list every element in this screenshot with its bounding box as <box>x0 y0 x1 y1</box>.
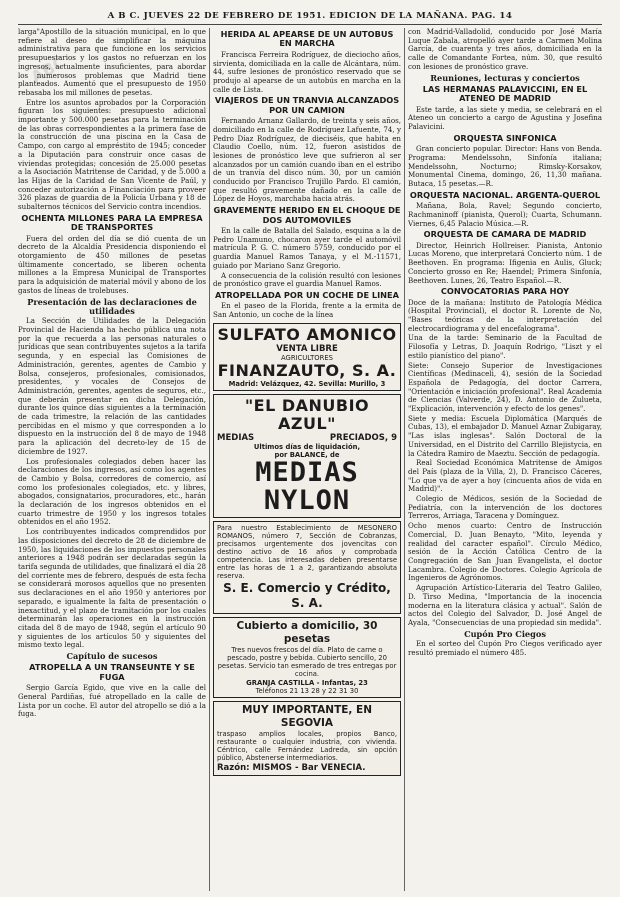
ad-title: Cubierto a domicilio, 30 pesetas <box>236 619 378 645</box>
ad-line: AGRICULTORES <box>281 353 333 362</box>
headline-palaviccini: LAS HERMANAS PALAVICCINI, EN EL ATENEO DE MADRID <box>422 83 588 104</box>
ad-title: SULFATO AMONICO <box>217 324 397 344</box>
article-paragraph: Gran concierto popular. Director: Hans von Benda. Programa: Mendelssohn, Sinfonía italiana; Mendelssohn, Nocturno; Rimsky-Korsakov, Monumental Cinema, domingo, 26, 11,30 mañana. Butaca, 15 pesetas.—R. <box>408 144 602 189</box>
column-divider <box>404 28 405 891</box>
article-paragraph: A consecuencia de la colisión resultó con lesiones de pronóstico grave el guardia Manuel Ramos. <box>213 270 401 289</box>
article-paragraph: Siete: Consejo Superior de Investigaciones Científicas (Medinaceli, 4), sesión de la Sociedad Española de Pedagogía, del doctor Carrera, "Orientación e iniciación profesional". Real Academia de Ciencias (Valverde, 24), D. Antonio de Zulueta, "Explicación, intervención y efecto de los genes". <box>408 360 602 414</box>
page-header: A B C. JUEVES 22 DE FEBRERO DE 1951. EDICION DE LA MAÑANA. PAG. 14 <box>18 10 602 25</box>
ad-company: GRANJA CASTILLA - Infantas, 23 <box>246 678 368 687</box>
article-paragraph: Fuera del orden del día se dió cuenta de un decreto de la Alcaldía Presidencia disponiendo el otorgamiento de 450 millones de pesetas últimamente concertado, se liberen ochenta millones a la Empresa Municipal de Transportes para la adquisición de material móvil y abono de los gastos de líneas de trolebuses. <box>18 233 206 295</box>
headline-herida-autobus: HERIDA AL APEARSE DE UN AUTOBUS EN MARCHA <box>220 29 394 49</box>
ad-title: MUY IMPORTANTE, EN SEGOVIA <box>241 703 373 729</box>
ad-sulfato <box>213 323 401 391</box>
headline-atropellada: ATROPELLADA POR UN COCHE DE LINEA <box>215 289 399 300</box>
ad-address: Madrid: Velázquez, 42. Sevilla: Murillo, 3 <box>228 379 386 388</box>
section-title-sucesos: Capítulo de sucesos <box>66 651 158 662</box>
column-1 <box>18 28 206 891</box>
article-paragraph: Doce de la mañana: Instituto de Patología Médica (Hospital Provincial), el doctor R. Lorente de No, "Bases teóricas de la interpretación del electrocardiograma y del encefalograma". <box>408 297 602 333</box>
article-paragraph: Entre los asuntos aprobados por la Corporación figuran los siguientes: presupuesto adicional importante y 500.000 pesetas para la terminación de las obras correspondientes a la primera fase de la construcción de una piscina en la Casa de Campo, con cargo al empréstito de 1945; conceder a la Diputación para construir once casas de viviendas protegidas; concesión de 25.000 pesetas a la Asociación Matritense de Caridad, y de 5.000 a las Hijas de la Caridad de San Vicente de Paúl, y conceder autorización a Financiación para proveer 326 plazas de guardia de la Policía Urbana y 18 de subalternos técnicos del Servicio contra incendios. <box>18 97 206 212</box>
headline-sinfonica: ORQUESTA SINFONICA <box>453 132 557 143</box>
headline-tranvia: VIAJEROS DE UN TRANVIA ALCANZADOS POR UN CAMION <box>214 95 400 115</box>
article-paragraph: con Madrid-Valladolid, conducido por José María Luque Zabala, atropelló ayer tarde a Carmen Molina García, de cuarenta y tres años, domiciliada en la calle de Comandante Fortea, núm. 30, que resultó con lesiones de pronóstico grave. <box>408 28 602 71</box>
headline-choque: GRAVEMENTE HERIDO EN EL CHOQUE DE DOS AUTOMOVILES <box>213 205 401 225</box>
headline-utilidades: Presentación de las declaraciones de utilidades <box>27 296 197 316</box>
ad-comercio <box>213 521 401 614</box>
article-paragraph: Los profesionales colegiados deben hacer las declaraciones de los ingresos, así como los agentes de Cambio y Bolsa, corredores de comercio, así como los profesionales colegiados, etc. y libres, abogados, consignatarios, procuradores, etc., harán la declaración de los ingresos obtenidos en el cuarto trimestre de 1950 y los ingresos totales obtenidos en el año 1952. <box>18 456 206 527</box>
ad-big-text: MEDIAS NYLON <box>255 456 359 516</box>
article-paragraph: Ocho menos cuarto: Centro de Instrucción Comercial, D. Juan Benayto, "Mito, leyenda y realidad del caracter español". Círculo Médico, sesión de la Acción Católica Centro de la Congregación de San Juan Evangelista, el doctor Lacambra. Colegio de Doctores. Colegio Agrícola de Ingenieros de Agrónomos. <box>408 521 602 583</box>
article-paragraph: En el paseo de la Florida, frente a la ermita de San Antonio, un coche de la línea <box>213 301 401 320</box>
article-paragraph: Siete y media: Escuela Diplomática (Marqués de Cubas, 13), el embajador D. Manuel Aznar Zubigaray, "Las islas inglesas". Salón Doctoral de la Universidad, en el Distrito del Carrillo Blejistycia, en la Cátedra Ramiro de Maeztu. Sección de pedagogía. <box>408 413 602 458</box>
headline-nacional: ORQUESTA NACIONAL. ARGENTA-QUEROL <box>409 189 601 200</box>
column-3 <box>408 28 602 891</box>
ad-text: Para nuestro Establecimiento de MESONERO ROMANOS, número 7, Sección de Cobranzas, precisamos urgentemente dos jovencitas con destino activo de 16 años y comprobada competencia. Las interesadas deben presentarse entre las horas de 1 a 2, garantizando absoluta reserva. <box>217 523 397 580</box>
article-paragraph: Mañana, Bola, Ravel; Segundo concierto, Rachmaninoff (pianista, Querol); Cuarta, Schumann. Viernes, 6,45 Palacio Música.—R. <box>408 201 602 228</box>
ad-line: por BALANCE, de <box>274 450 340 459</box>
ad-razon: Razón: MISMOS - Bar VENECIA. <box>217 762 366 773</box>
article-paragraph: La Sección de Utilidades de la Delegación Provincial de Hacienda ha hecho pública una nota por la que recuerda a las personas naturales o jurídicas que sean contribuyentes sujetos a la tarifa segunda, y en especial las Comisiones de Administración, gerentes, agentes de Cambio y Bolsa, consejeros, profesionales, comisionados, presidentes, y vocales de Consejos de Administración, gerentes, agentes de seguros, etc., que deberán presentar en dicha Delegación, durante los quince días siguientes a la terminación de cada trimestre, la relación de las cantidades percibidas en el mismo y que corresponden a lo dispuesto en la instrucción del 8 de mayo de 1948 para la aplicación del decreto-ley de 15 de diciembre de 1927. <box>18 316 206 456</box>
ad-line: Ultimos días de liquidación, <box>253 442 361 451</box>
ad-text: traspaso amplios locales, propios Banco, restaurante o cualquier industria, con vivienda. Céntrico, calle Fernández Ladreda, sin opción público, Abstenerse intermediarios. <box>217 729 397 762</box>
headline-atropella: ATROPELLA A UN TRANSEUNTE Y SE FUGA <box>29 662 195 682</box>
article-paragraph: Director, Heinrich Hollreiser. Pianista, Antonio Lucas Moreno, que interpretará Concierto núm. 1 de Beethoven. En programa: Ifigenia en Aulis, Gluck; Concierto grosso en Re; Haendel; Primera Sinfonía, Beethoven. Lunes, 26, Teatro Español.—R. <box>408 240 602 285</box>
watermark: ABC <box>27 52 69 87</box>
headline-transportes: OCHENTA MILLONES PARA LA EMPRESA DE TRANSPORTES <box>21 212 203 233</box>
article-paragraph: Una de la tarde: Seminario de la Facultad de Filosofía y Letras, D. Joaquín Rodrigo, "Liszt y el estilo pianístico del piano". <box>408 333 602 360</box>
headline-convocatorias: CONVOCATORIAS PARA HOY <box>440 286 570 297</box>
ad-cubierto <box>213 617 401 698</box>
ad-segovia <box>213 701 401 776</box>
article-paragraph: Los contribuyentes indicados comprendidos por las disposiciones del decreto de 28 de diciembre de 1950, las liquidaciones de los impuestos personales anteriores a 1948 podrán ser declaradas según la tarifa segunda de utilidades, que finalizará el día 28 del corriente mes de febrero, después de esta fecha se considerará morosos aquellos que no presenten sus declaraciones en el año 1950 y anteriores por separado, e igualmente la falta de presentación o inexactitud, y el plazo de tramitación por los cuales determinarán las operaciones en la instrucción citada del 8 de mayo de 1948, según el artículo 90 y siguientes de los artículos 50 y siguientes del mismo texto legal. <box>18 527 206 650</box>
headline-camara: ORQUESTA DE CAMARA DE MADRID <box>423 229 587 240</box>
article-paragraph: Real Sociedad Económica Matritense de Amigos del País (plaza de la Villa, 2), D. Francisco Cáceres, "Lo que va de ayer a hoy (cincuenta años de vida en Madrid)". <box>408 458 602 494</box>
ad-left: MEDIAS <box>217 432 255 443</box>
article-paragraph: Colegio de Médicos, sesión de la Sociedad de Pediatría, con la intervención de los doctores Terreros, Arriaga, Taracena y Domínguez. <box>408 494 602 521</box>
column-2 <box>213 28 401 891</box>
ad-row <box>217 433 397 443</box>
article-paragraph: Este tarde, a las siete y media, se celebrará en el Ateneo un concierto a cargo de Agustina y Josefina Palavicini. <box>408 104 602 132</box>
article-paragraph: Fernando Arnanz Gallardo, de treinta y seis años, domiciliado en la calle de Rodríguez Lafuente, 74, y Pedro Díaz Rodríguez, de dieciséis, que habita en Claudio Coello, núm. 12, fueron asistidos de lesiones de pronóstico leve que sufrieron al ser alcanzados por un camión cuando iban en el estribo de un tranvía del disco núm. 30, por un camión conducido por Francisco Trujillo Pardo. El camión, que resultó gravemente dañado en la calle de López de Hoyos, marchaba hacia atrás. <box>213 116 401 204</box>
article-paragraph: Agrupación Artístico-Literaria del Teatro Galileo, D. Tirso Medina, "Importancia de la inocencia moderna en la literatura clásica y actual". Salón de actos del Colegio del Salvador, D. José Angel de Ayala, "Consecuencias de una propiedad sin medida". <box>408 583 602 627</box>
ad-danubio <box>213 394 401 518</box>
ad-right: PRECIADOS, 9 <box>329 432 397 443</box>
ad-text: Tres nuevos frescos del día. Plato de carne o pescado, postre y bebida. Cubierto sencillo, 20 pesetas. Servicio tan esmerado de tres entregas por cocina. <box>217 645 397 678</box>
ad-company: FINANZAUTO, S. A. <box>217 360 397 380</box>
column-divider <box>209 28 210 891</box>
ad-title: "EL DANUBIO AZUL" <box>244 395 370 433</box>
article-paragraph: larga"Apostillo de la situación municipal, en lo que refiere al deseo de simplificar la máquina administrativa para que funcione en los servicios presupuestarios y los gastos no refuerzan en los ingresos, actualmente insuficientes, para abordar los numerosos problemas que Madrid tiene planteados. Aumentó que el presupuesto de 1950 rebasaba los mil millones de pesetas. <box>18 28 206 97</box>
section-title-cupon: Cupón Pro Ciegos <box>464 628 546 639</box>
article-paragraph: Francisca Ferreira Rodríguez, de dieciocho años, sirvienta, domiciliada en la calle de Alcántara, núm. 44, sufre lesiones de pronóstico reservado que se produjo al apearse de un autobús en marcha en la calle de Lista. <box>213 49 401 94</box>
ad-phone: Teléfonos 21 13 28 y 22 31 30 <box>255 686 359 695</box>
article-paragraph: En el sorteo del Cupón Pro Ciegos verificado ayer resultó premiado el número 485. <box>408 639 602 657</box>
ad-company: S. E. Comercio y Crédito, S. A. <box>223 580 391 610</box>
article-paragraph: Sergio García Egido, que vive en la calle del General Pardiñas, fué atropellado en la calle de Lista por un coche. El autor del atropello se dió a la fuga. <box>18 683 206 719</box>
section-title-reuniones: Reuniones, lecturas y conciertos <box>430 72 580 83</box>
ad-line: VENTA LIBRE <box>276 343 338 354</box>
article-paragraph: En la calle de Batalla del Salado, esquina a la de Pedro Unamuno, chocaron ayer tarde el automóvil matrícula P. G. C. número 5759, conducido por el guardia Manuel Ramos Tanaya, y el M.-11571, guiado por Mariano Sanz Gregorio. <box>213 225 401 270</box>
